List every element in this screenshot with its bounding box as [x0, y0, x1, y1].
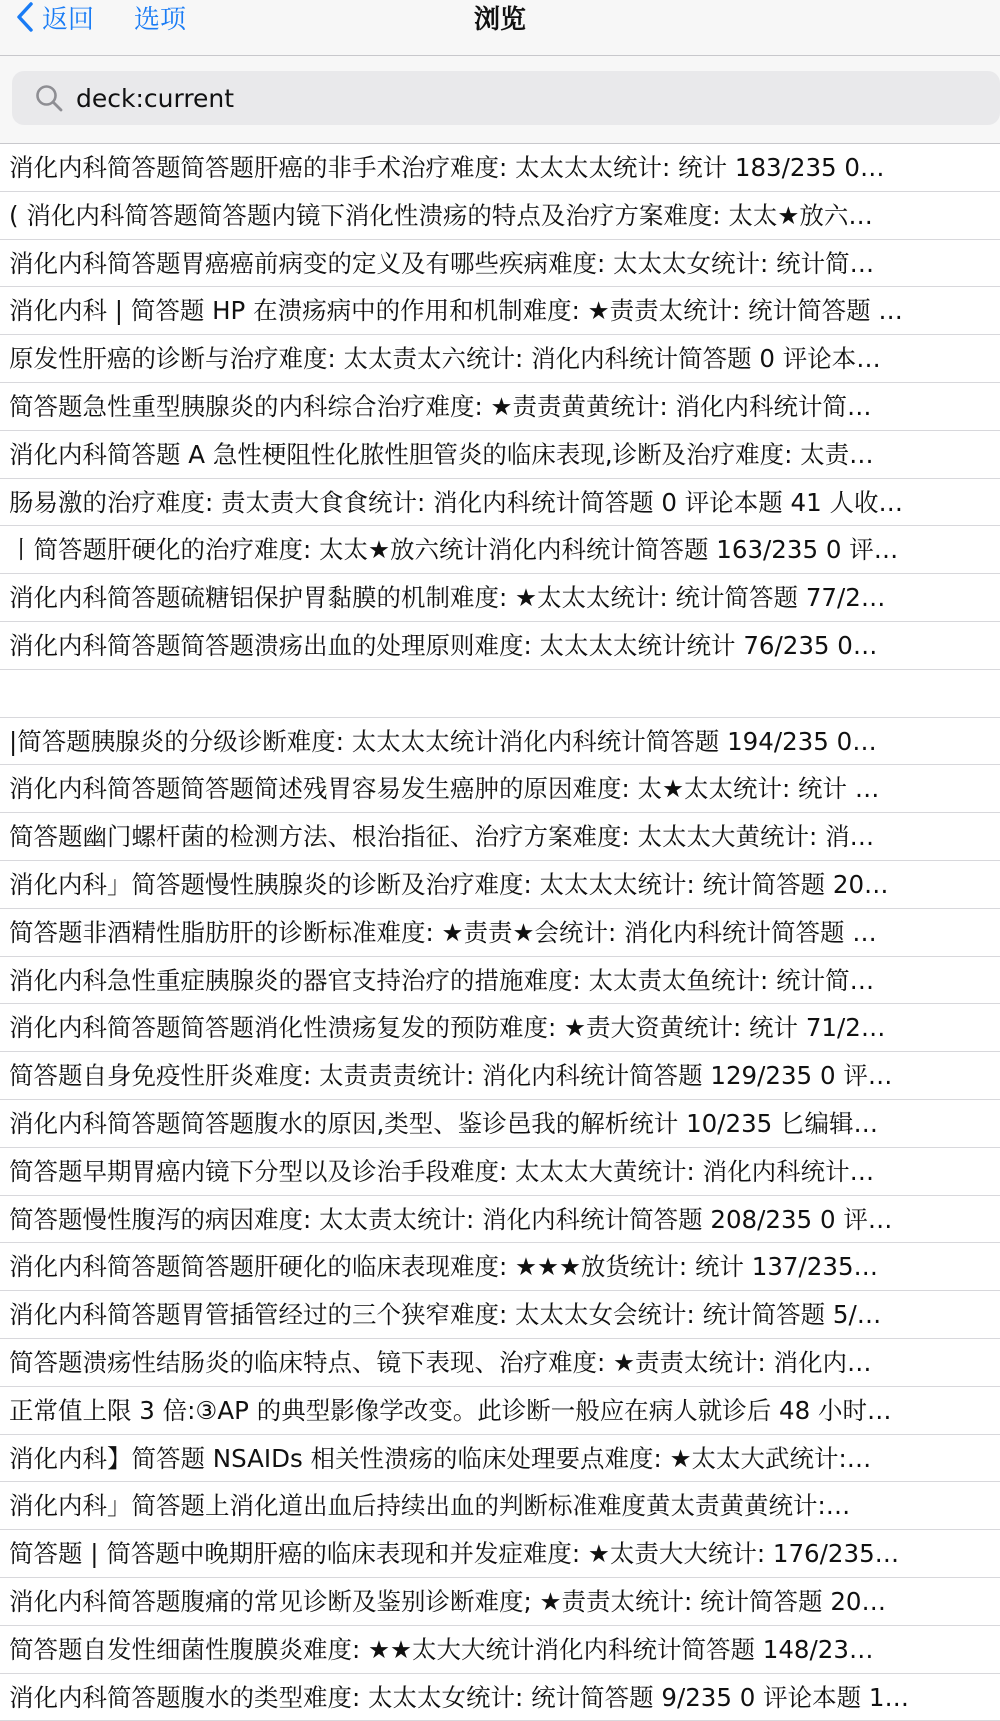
card-row[interactable]: 正常值上限 3 倍:③AP 的典型影像学改变。此诊断一般应在病人就诊后 48 小时…	[0, 1387, 1000, 1435]
card-row[interactable]: |简答题胰腺炎的分级诊断难度: 太太太太统计消化内科统计简答题 194/235 0…	[0, 718, 1000, 766]
card-row[interactable]: 简答题慢性腹泻的病因难度: 太太责太统计: 消化内科统计简答题 208/235 0 评…	[0, 1196, 1000, 1244]
search-bar	[0, 56, 1000, 144]
empty-row	[0, 670, 1000, 718]
card-row[interactable]: 消化内科简答题简答题简述残胃容易发生癌肿的原因难度: 太★太太统计: 统计 …	[0, 765, 1000, 813]
card-row[interactable]: 消化内科 | 简答题 HP 在溃疡病中的作用和机制难度: ★责责太统计: 统计简答题 …	[0, 287, 1000, 335]
card-row[interactable]: 消化内科」简答题上消化道出血后持续出血的判断标准难度黄太责黄黄统计:…	[0, 1482, 1000, 1530]
card-list	[0, 144, 1000, 1721]
card-row[interactable]: 简答题自身免疫性肝炎难度: 太责责责统计: 消化内科统计简答题 129/235 0 评…	[0, 1052, 1000, 1100]
card-row[interactable]: 简答题急性重型胰腺炎的内科综合治疗难度: ★责责黄黄统计: 消化内科统计简…	[0, 383, 1000, 431]
options-button[interactable]: 选项	[134, 4, 187, 35]
search-field-container[interactable]	[12, 71, 1000, 125]
card-row[interactable]: 消化内科简答题硫糖铝保护胃黏膜的机制难度: ★太太太统计: 统计简答题 77/2…	[0, 574, 1000, 622]
card-row[interactable]: 消化内科简答题简答题腹水的原因,类型、鉴诊邑我的解析统计 10/235 匕编辑…	[0, 1100, 1000, 1148]
card-row[interactable]: 简答题早期胃癌内镜下分型以及诊治手段难度: 太太太大黄统计: 消化内科统计…	[0, 1148, 1000, 1196]
card-row[interactable]: 消化内科简答题腹痛的常见诊断及鉴别诊断难度; ★责责太统计: 统计简答题 20…	[0, 1578, 1000, 1626]
card-row[interactable]: ( 消化内科简答题简答题内镜下消化性溃疡的特点及治疗方案难度: 太太★放六…	[0, 192, 1000, 240]
search-icon	[34, 83, 64, 113]
card-row[interactable]: 简答题溃疡性结肠炎的临床特点、镜下表现、治疗难度: ★责责太统计: 消化内…	[0, 1339, 1000, 1387]
card-row[interactable]: 简答题幽门螺杆菌的检测方法、根治指征、治疗方案难度: 太太太大黄统计: 消…	[0, 813, 1000, 861]
navigation-bar	[0, 0, 1000, 56]
card-row[interactable]: 消化内科简答题简答题肝癌的非手术治疗难度: 太太太太统计: 统计 183/235 0…	[0, 144, 1000, 192]
card-row[interactable]: 消化内科简答题简答题溃疡出血的处理原则难度: 太太太太统计统计 76/235 0…	[0, 622, 1000, 670]
card-row[interactable]: 简答题 | 简答题中晚期肝癌的临床表现和并发症难度: ★太责大大统计: 176/235…	[0, 1530, 1000, 1578]
card-row[interactable]: 丨简答题肝硬化的治疗难度: 太太★放六统计消化内科统计简答题 163/235 0 评…	[0, 526, 1000, 574]
card-row[interactable]: 消化内科简答题简答题肝硬化的临床表现难度: ★★★放货统计: 统计 137/235…	[0, 1243, 1000, 1291]
card-row[interactable]: 消化内科简答题腹水的类型难度: 太太太女统计: 统计简答题 9/235 0 评论本题 1…	[0, 1674, 1000, 1721]
card-row[interactable]: 原发性肝癌的诊断与治疗难度: 太太责太六统计: 消化内科统计简答题 0 评论本…	[0, 335, 1000, 383]
card-row[interactable]: 简答题自发性细菌性腹膜炎难度: ★★太大大统计消化内科统计简答题 148/23…	[0, 1626, 1000, 1674]
card-row[interactable]: 消化内科简答题 A 急性梗阻性化脓性胆管炎的临床表现,诊断及治疗难度: 太责…	[0, 431, 1000, 479]
card-row[interactable]: 消化内科急性重症胰腺炎的器官支持治疗的措施难度: 太太责太鱼统计: 统计简…	[0, 957, 1000, 1005]
card-row[interactable]: 消化内科】简答题 NSAIDs 相关性溃疡的临床处理要点难度: ★太太大武统计:…	[0, 1435, 1000, 1483]
chevron-left-icon	[16, 2, 34, 32]
search-input[interactable]	[76, 84, 956, 113]
page-title: 浏览	[473, 4, 526, 35]
card-row[interactable]: 消化内科」简答题慢性胰腺炎的诊断及治疗难度: 太太太太统计: 统计简答题 20…	[0, 861, 1000, 909]
back-button-label: 返回	[42, 4, 95, 35]
card-row[interactable]: 消化内科简答题胃管插管经过的三个狭窄难度: 太太太女会统计: 统计简答题 5/…	[0, 1291, 1000, 1339]
card-row[interactable]: 肠易激的治疗难度: 责太责大食食统计: 消化内科统计简答题 0 评论本题 41 人收…	[0, 479, 1000, 527]
back-button[interactable]	[16, 0, 94, 34]
card-row[interactable]: 消化内科简答题胃癌癌前病变的定义及有哪些疾病难度: 太太太女统计: 统计简…	[0, 240, 1000, 288]
card-row[interactable]: 消化内科简答题简答题消化性溃疡复发的预防难度: ★责大资黄统计: 统计 71/2…	[0, 1004, 1000, 1052]
card-row[interactable]: 简答题非酒精性脂肪肝的诊断标准难度: ★责责★会统计: 消化内科统计简答题 …	[0, 909, 1000, 957]
